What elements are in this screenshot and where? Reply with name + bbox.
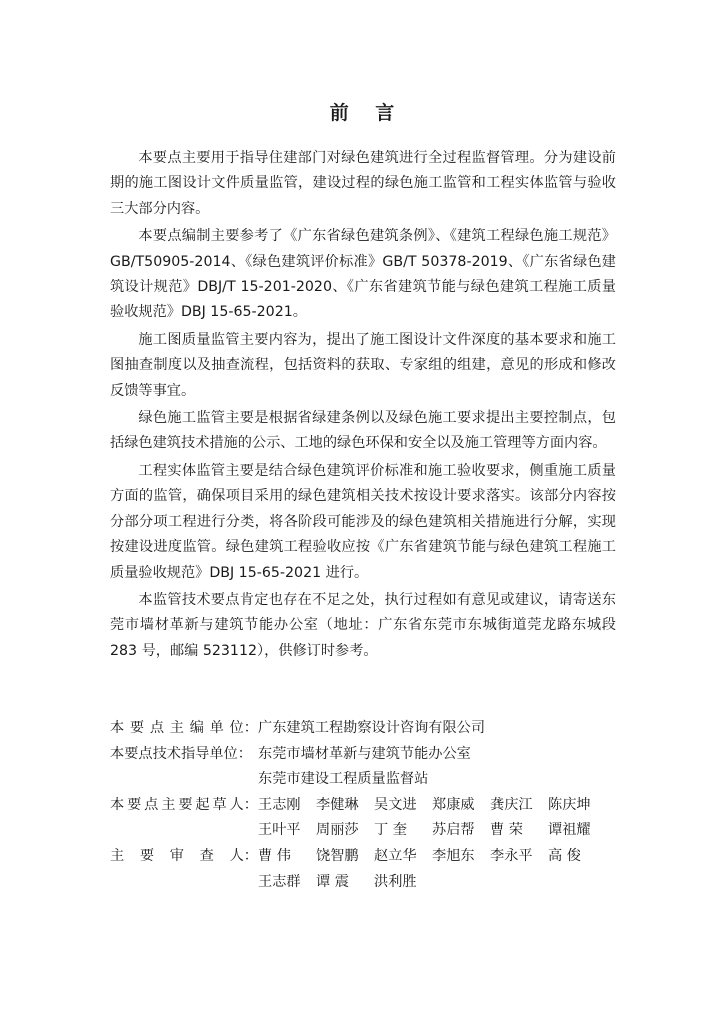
- credit-values: [258, 742, 616, 793]
- person-name: 赵立华: [374, 847, 417, 864]
- credit-label: [110, 793, 258, 844]
- paragraph-entity-supervision: 工程实体监管主要是结合绿色建筑评价标准和施工验收要求，侧重施工质量方面的监管，确保项目采用的绿色建筑相关技术按设计要求落实。该部分内容按分部分项工程进行分类，将各阶段可能涉及的绿色建筑相关措施进行分解，实现按建设进度监管。绿色建筑工程验收应按《广东省建筑节能与绿色建筑工程施工质量验收规范》DBJ 15-65-2021 进行。: [110, 462, 616, 581]
- names-line: [258, 870, 616, 896]
- label-char: 人：: [229, 796, 258, 813]
- person-name: 王叶平: [258, 822, 301, 839]
- paragraph-green-construction: 绿色施工监管主要是根据省绿建条例以及绿色施工要求提出主要控制点，包括绿色建筑技术措施的公示、工地的绿色环保和安全以及施工管理等方面内容。: [110, 410, 616, 452]
- credit-label: [110, 844, 258, 895]
- paragraph-references: 本要点编制主要参考了《广东省绿色建筑条例》、《建筑工程绿色施工规范》GB/T50905-2014、《绿色建筑评价标准》GB/T 50378-2019、《广东省绿色建筑设计规范》DBJ/T 15-201-2020、《广东省建筑节能与绿色建筑工程施工质量验收规范》DBJ 15-65-2021。: [110, 228, 616, 321]
- label-char: 位：: [229, 720, 258, 736]
- credit-drafters: [110, 793, 616, 844]
- label-char: 点: [149, 720, 165, 736]
- credit-values: [258, 793, 616, 844]
- label-char: 人：: [229, 847, 258, 864]
- paragraph-scope: 本要点主要用于指导住建部门对绿色建筑进行全过程监督管理。分为建设前期的施工图设计文件质量监管，建设过程的绿色施工监管和工程实体监管与验收三大部分内容。: [110, 150, 616, 217]
- person-name: 周丽莎: [316, 822, 359, 839]
- person-name: 龚庆江: [490, 796, 533, 813]
- org-name: 广东建筑工程勘察设计咨询有限公司: [258, 720, 486, 736]
- person-name: 谭 震: [316, 873, 349, 890]
- label-char: 单: [209, 720, 224, 736]
- label-char: 审: [169, 847, 184, 864]
- org-name: 东莞市建设工程质量监督站: [258, 771, 429, 788]
- names-line: [258, 793, 616, 819]
- person-name: 李健琳: [316, 796, 359, 813]
- label-char: 点: [144, 796, 159, 813]
- label-char: 草: [212, 796, 227, 813]
- person-name: 洪利胜: [374, 873, 417, 890]
- person-name: 陈庆坤: [548, 796, 591, 813]
- names-line: [258, 818, 616, 844]
- label-char: 查: [199, 847, 214, 864]
- credit-label: [110, 716, 258, 742]
- label-char: 编: [189, 720, 204, 736]
- person-name: 曹 荣: [490, 822, 523, 839]
- label-char: 要: [139, 847, 155, 864]
- person-name: 郑康威: [432, 796, 475, 813]
- label-char: 要: [127, 796, 142, 813]
- label-char: 主: [169, 720, 184, 736]
- label-char: 起: [195, 796, 210, 813]
- credit-chief-editor: [110, 716, 616, 742]
- credit-values: [258, 844, 616, 895]
- person-name: 谭祖耀: [548, 822, 591, 839]
- label-char: 主: [161, 796, 176, 813]
- label-char: 本: [110, 720, 125, 736]
- person-name: 曹 伟: [258, 847, 291, 864]
- credit-values: [258, 716, 616, 742]
- person-name: 苏启帮: [432, 822, 475, 839]
- credit-label: 本要点技术指导单位：: [110, 745, 252, 762]
- names-line: [258, 844, 616, 870]
- person-name: 李永平: [490, 847, 533, 864]
- preface-body: [110, 146, 616, 666]
- credits-section: [110, 716, 616, 895]
- label-char: 要: [129, 720, 145, 736]
- label-char: 要: [178, 796, 193, 813]
- person-name: 饶智鹏: [316, 847, 359, 864]
- org-name: 东莞市墙材革新与建筑节能办公室: [258, 745, 471, 762]
- paragraph-drawing-review: 施工图质量监管主要内容为，提出了施工图设计文件深度的基本要求和施工图抽查制度以及抽查流程，包括资料的获取、专家组的组建，意见的形成和修改反馈等事宜。: [110, 331, 616, 399]
- credit-reviewers: [110, 844, 616, 895]
- person-name: 王志刚: [258, 796, 301, 813]
- person-name: 吴文进: [374, 796, 417, 813]
- person-name: 王志群: [258, 873, 301, 890]
- label-char: 主: [110, 847, 125, 864]
- label-char: 本: [110, 796, 125, 813]
- person-name: 高 俊: [548, 847, 581, 864]
- paragraph-feedback: 本监管技术要点肯定也存在不足之处，执行过程如有意见或建议，请寄送东莞市墙材革新与建筑节能办公室（地址：广东省东莞市东城街道莞龙路东城段283 号，邮编 523112），供修订时参考。: [110, 591, 616, 659]
- page-title: 前 言: [329, 102, 405, 124]
- credit-guidance: [110, 742, 616, 793]
- person-name: 李旭东: [432, 847, 475, 864]
- person-name: 丁 奎: [374, 822, 407, 839]
